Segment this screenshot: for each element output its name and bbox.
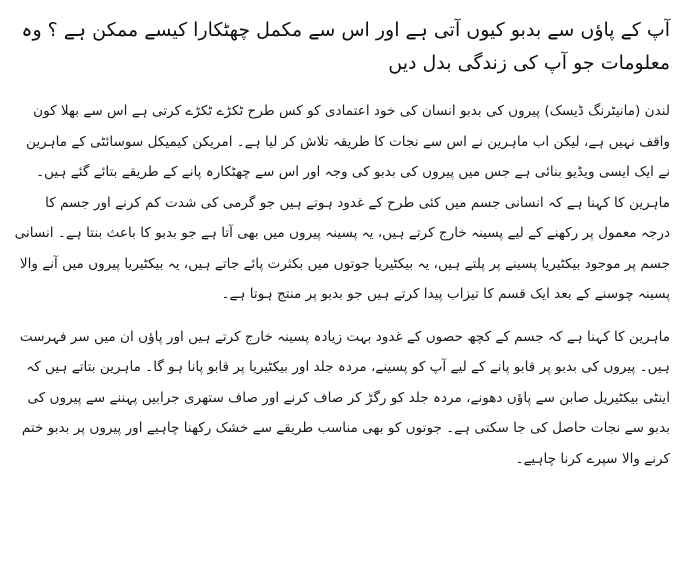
article-headline: آپ کے پاؤں سے بدبو کیوں آتی ہے اور اس سے مکمل چھٹکارا کیسے ممکن ہے ؟ وہ معلومات جو آپ کی زندگی بدل دیں: [21, 19, 670, 74]
article-paragraph-1: لندن (مانیٹرنگ ڈیسک) پیروں کی بدبو انسان کی خود اعتمادی کو کس طرح ٹکڑے ٹکڑے کرتی ہے اس سے بھلا کون واقف نہیں ہے، لیکن اب ماہرین نے اس سے نجات کا طریقہ تلاش کر لیا ہے۔ امریکن کیمیکل سوسائٹی کے ماہرین نے ایک ایسی ویڈیو بنائی ہے جس میں پیروں کی بدبو کی وجہ اور اس سے چھٹکارہ پانے کے طریقے بتائے گئے ہیں۔ ماہرین کا کہنا ہے کہ انسانی جسم میں کئی طرح کے غدود ہوتے ہیں جو گرمی کی شدت کم کرنے اور جسم کا درجہ معمول پر رکھنے کے لیے پسینہ خارج کرتے ہیں، یہ پسینہ پیروں میں بھی آتا ہے جو بدبو کا باعث بنتا ہے۔ انسانی جسم پر موجود بیکٹیریا پسینے پر پلتے ہیں، یہ بیکٹیریا جوتوں میں بکثرت پائے جاتے ہیں، یہ بیکٹیریا پیروں میں آنے والا پسینہ چوسنے کے بعد ایک قسم کا تیزاب پیدا کرتے ہیں جو بدبو پر منتج ہوتا ہے۔: [14, 103, 670, 302]
article-paragraph-2: ماہرین کا کہنا ہے کہ جسم کے کچھ حصوں کے غدود بہت زیادہ پسینہ خارج کرتے ہیں اور پاؤں ان میں سر فہرست ہیں۔ پیروں کی بدبو پر قابو پانے کے لیے آپ کو پسینے، مردہ جلد اور بیکٹیریا پر قابو پانا ہو گا۔ ماہرین بتاتے ہیں کہ اینٹی بیکٹیریل صابن سے پاؤں دھونے، مردہ جلد کو رگڑ کر صاف کرنے اور صاف ستھری جرابیں پہننے سے پیروں کی بدبو سے نجات حاصل کی جا سکتی ہے۔ جوتوں کو بھی مناسب طریقے سے خشک رکھنا چاہیے اور پیروں پر بدبو ختم کرنے والا سپرے کرنا چاہیے۔: [19, 328, 670, 467]
